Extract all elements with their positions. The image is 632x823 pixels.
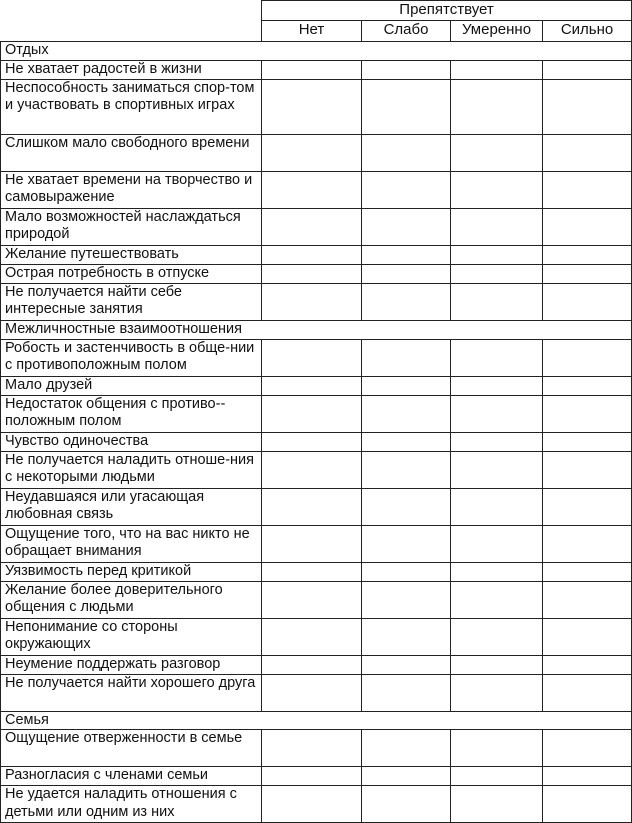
item-label: Не хватает радостей в жизни [1, 60, 262, 79]
header-group-title: Препятствует [262, 1, 632, 21]
answer-cell-slabo[interactable] [362, 208, 451, 245]
answer-cell-net[interactable] [262, 562, 362, 581]
answer-cell-umerenno[interactable] [451, 581, 543, 618]
answer-cell-slabo[interactable] [362, 79, 451, 134]
item-label: Ощущение того, что на вас никто не обращает внимания [1, 525, 262, 562]
column-header-umerenno: Умеренно [451, 21, 543, 42]
item-label: Не удается наладить отношения с детьми или одним из них [1, 786, 262, 823]
table-row [1, 767, 632, 786]
table-row [1, 618, 632, 655]
answer-cell-umerenno[interactable] [451, 264, 543, 283]
item-label: Не получается наладить отноше-ния с некоторыми людьми [1, 451, 262, 488]
answer-cell-slabo[interactable] [362, 730, 451, 767]
answer-cell-silno[interactable] [543, 786, 632, 823]
answer-cell-slabo[interactable] [362, 488, 451, 525]
table-row [1, 674, 632, 711]
answer-cell-net[interactable] [262, 655, 362, 674]
item-label: Уязвимость перед критикой [1, 562, 262, 581]
table-row [1, 432, 632, 451]
answer-cell-umerenno[interactable] [451, 767, 543, 786]
column-header-slabo: Слабо [362, 21, 451, 42]
section-row [1, 711, 632, 730]
answer-cell-net[interactable] [262, 134, 362, 171]
answer-cell-umerenno[interactable] [451, 730, 543, 767]
answer-cell-silno[interactable] [543, 562, 632, 581]
answer-cell-net[interactable] [262, 674, 362, 711]
answer-cell-net[interactable] [262, 171, 362, 208]
answer-cell-umerenno[interactable] [451, 283, 543, 320]
answer-cell-slabo[interactable] [362, 674, 451, 711]
table-row [1, 581, 632, 618]
answer-cell-net[interactable] [262, 786, 362, 823]
answer-cell-slabo[interactable] [362, 581, 451, 618]
item-label: Не получается найти себе интересные занятия [1, 283, 262, 320]
answer-cell-umerenno[interactable] [451, 674, 543, 711]
answer-cell-umerenno[interactable] [451, 655, 543, 674]
answer-cell-net[interactable] [262, 208, 362, 245]
column-header-silno: Сильно [543, 21, 632, 42]
item-label: Ощущение отверженности в семье [1, 730, 262, 767]
table-row [1, 171, 632, 208]
answer-cell-slabo[interactable] [362, 767, 451, 786]
answer-cell-slabo[interactable] [362, 60, 451, 79]
table-row [1, 488, 632, 525]
answer-cell-net[interactable] [262, 60, 362, 79]
answer-cell-slabo[interactable] [362, 283, 451, 320]
answer-cell-silno[interactable] [543, 451, 632, 488]
section-heading: Отдых [1, 42, 632, 61]
table-row [1, 376, 632, 395]
answer-cell-silno[interactable] [543, 60, 632, 79]
answer-cell-slabo[interactable] [362, 432, 451, 451]
table-row [1, 339, 632, 376]
answer-cell-net[interactable] [262, 581, 362, 618]
answer-cell-slabo[interactable] [362, 376, 451, 395]
answer-cell-silno[interactable] [543, 339, 632, 376]
item-label: Чувство одиночества [1, 432, 262, 451]
answer-cell-slabo[interactable] [362, 655, 451, 674]
table-row [1, 283, 632, 320]
item-label: Желание путешествовать [1, 245, 262, 264]
answer-cell-slabo[interactable] [362, 171, 451, 208]
table-row [1, 60, 632, 79]
answer-cell-umerenno[interactable] [451, 60, 543, 79]
item-label: Мало друзей [1, 376, 262, 395]
answer-cell-net[interactable] [262, 525, 362, 562]
item-label: Не хватает времени на творчество и самовыражение [1, 171, 262, 208]
answer-cell-silno[interactable] [543, 655, 632, 674]
table-row [1, 730, 632, 767]
item-label: Недостаток общения с противо-положным полом [1, 395, 262, 432]
answer-cell-umerenno[interactable] [451, 376, 543, 395]
item-label: Неспособность заниматься спор-том и участвовать в спортивных играх [1, 79, 262, 134]
answer-cell-net[interactable] [262, 488, 362, 525]
answer-cell-net[interactable] [262, 245, 362, 264]
answer-cell-umerenno[interactable] [451, 171, 543, 208]
section-heading: Межличностные взаимоотношения [1, 320, 632, 339]
table-row [1, 562, 632, 581]
section-row [1, 42, 632, 61]
table-row [1, 395, 632, 432]
answer-cell-net[interactable] [262, 451, 362, 488]
answer-cell-umerenno[interactable] [451, 451, 543, 488]
answer-cell-slabo[interactable] [362, 134, 451, 171]
item-label: Не получается найти хорошего друга [1, 674, 262, 711]
answer-cell-umerenno[interactable] [451, 786, 543, 823]
answer-cell-net[interactable] [262, 767, 362, 786]
column-header-net: Нет [262, 21, 362, 42]
answer-cell-silno[interactable] [543, 376, 632, 395]
item-label: Неудавшаяся или угасающая любовная связь [1, 488, 262, 525]
table-row [1, 655, 632, 674]
item-label: Мало возможностей наслаждаться природой [1, 208, 262, 245]
answer-cell-silno[interactable] [543, 79, 632, 134]
answer-cell-umerenno[interactable] [451, 562, 543, 581]
answer-cell-slabo[interactable] [362, 451, 451, 488]
answer-cell-net[interactable] [262, 264, 362, 283]
table-row [1, 245, 632, 264]
answer-cell-umerenno[interactable] [451, 208, 543, 245]
answer-cell-silno[interactable] [543, 208, 632, 245]
answer-cell-silno[interactable] [543, 395, 632, 432]
table-row [1, 786, 632, 823]
table-row [1, 525, 632, 562]
answer-cell-silno[interactable] [543, 245, 632, 264]
answer-cell-net[interactable] [262, 395, 362, 432]
item-label: Разногласия с членами семьи [1, 767, 262, 786]
item-label: Слишком мало свободного времени [1, 134, 262, 171]
answer-cell-umerenno[interactable] [451, 339, 543, 376]
answer-cell-net[interactable] [262, 730, 362, 767]
answer-cell-slabo[interactable] [362, 264, 451, 283]
answer-cell-umerenno[interactable] [451, 134, 543, 171]
answer-cell-umerenno[interactable] [451, 618, 543, 655]
answer-cell-net[interactable] [262, 432, 362, 451]
table-row [1, 451, 632, 488]
table-row [1, 134, 632, 171]
table-body [1, 42, 632, 823]
answer-cell-silno[interactable] [543, 581, 632, 618]
table-row [1, 79, 632, 134]
answer-cell-silno[interactable] [543, 767, 632, 786]
answer-cell-silno[interactable] [543, 674, 632, 711]
answer-cell-silno[interactable] [543, 618, 632, 655]
item-label: Робость и застенчивость в обще-нии с противоположным полом [1, 339, 262, 376]
answer-cell-net[interactable] [262, 376, 362, 395]
answer-cell-silno[interactable] [543, 488, 632, 525]
answer-cell-silno[interactable] [543, 264, 632, 283]
table-row [1, 264, 632, 283]
answer-cell-umerenno[interactable] [451, 245, 543, 264]
answer-cell-umerenno[interactable] [451, 525, 543, 562]
answer-cell-slabo[interactable] [362, 339, 451, 376]
answer-cell-slabo[interactable] [362, 525, 451, 562]
answer-cell-umerenno[interactable] [451, 488, 543, 525]
answer-cell-net[interactable] [262, 79, 362, 134]
answer-cell-slabo[interactable] [362, 786, 451, 823]
answer-cell-umerenno[interactable] [451, 395, 543, 432]
item-label: Неумение поддержать разговор [1, 655, 262, 674]
answer-cell-slabo[interactable] [362, 618, 451, 655]
table-row [1, 208, 632, 245]
answer-cell-slabo[interactable] [362, 562, 451, 581]
item-label: Желание более доверительного общения с людьми [1, 581, 262, 618]
answer-cell-umerenno[interactable] [451, 432, 543, 451]
answer-cell-slabo[interactable] [362, 245, 451, 264]
header-blank-cell [1, 1, 262, 42]
answer-cell-net[interactable] [262, 283, 362, 320]
item-label: Непонимание со стороны окружающих [1, 618, 262, 655]
answer-cell-umerenno[interactable] [451, 79, 543, 134]
answer-cell-silno[interactable] [543, 525, 632, 562]
answer-cell-net[interactable] [262, 339, 362, 376]
answer-cell-silno[interactable] [543, 730, 632, 767]
answer-cell-silno[interactable] [543, 171, 632, 208]
answer-cell-net[interactable] [262, 618, 362, 655]
answer-cell-silno[interactable] [543, 283, 632, 320]
item-label: Острая потребность в отпуске [1, 264, 262, 283]
answer-cell-silno[interactable] [543, 134, 632, 171]
section-heading: Семья [1, 711, 632, 730]
answer-cell-silno[interactable] [543, 432, 632, 451]
answer-cell-slabo[interactable] [362, 395, 451, 432]
section-row [1, 320, 632, 339]
